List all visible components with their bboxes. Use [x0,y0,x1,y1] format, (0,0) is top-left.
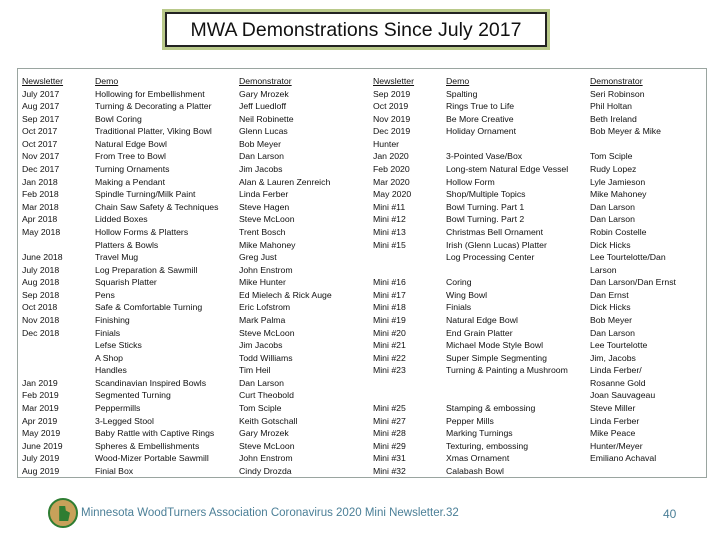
table-cell: Oct 2019 [373,101,409,112]
table-cell: Oct 2018 [22,302,58,313]
table-cell: Hunter/Meyer [590,440,643,451]
page-title: MWA Demonstrations Since July 2017 [190,19,522,41]
table-cell: Robin Costelle [590,226,647,237]
table-cell [22,364,63,377]
table-cell: Hollow Form [446,176,495,187]
table-cell: Bowl Turning. Part 2 [446,214,525,225]
table-cell: Finishing [95,314,130,325]
table-cell: Finials [446,302,472,313]
table-cell: Gary Mrozek [239,428,289,439]
table-cell: Mini #17 [373,289,406,300]
table-cell: Mini #11 [373,201,406,212]
table-cell: Handles [95,365,127,376]
table-cell: Hollow Forms & Platters [95,226,189,237]
table-cell: Bob Meyer [590,314,633,325]
table-cell: Mini #27 [373,415,406,426]
table-cell: Larson [590,264,617,275]
table-cell: Todd Williams [239,352,293,363]
left-demo-column [95,75,218,478]
table-cell: Pens [95,289,115,300]
table-cell: Travel Mug [95,252,139,263]
table-cell: Lee Tourtelotte [590,340,648,351]
footer [48,498,688,530]
footer-text: Minnesota WoodTurners Association Coronavirus 2020 Mini Newsletter.32 [81,507,459,519]
table-cell: Nov 2019 [373,113,411,124]
table-cell: Lee Tourtelotte/Dan [590,252,666,263]
table-cell: Wing Bowl [446,289,488,300]
table-cell: Dan Ernst [590,289,629,300]
table-cell: Hollowing for Embellishment [95,88,205,99]
table-cell [446,389,568,402]
table-cell: Coring [446,277,472,288]
table-cell [446,377,568,390]
table-cell: June 2018 [22,252,63,263]
page-number: 40 [663,507,677,521]
table-cell: Dec 2019 [373,126,411,137]
table-cell: Mini #12 [373,214,406,225]
table-cell: Aug 2019 [22,465,60,476]
table-cell: Mike Mahoney [239,239,296,250]
table-cell: Cindy Drozda [239,465,292,476]
table-cell: Jim Jacobs [239,164,283,175]
table-cell: Bob Meyer [239,138,282,149]
table-cell: Finial Box [95,465,134,476]
table-cell: Mar 2019 [22,403,59,414]
table-cell: Mini #31 [373,453,406,464]
table-cell: Michael Mode Style Bowl [446,340,544,351]
table-cell: Log Processing Center [446,252,535,263]
table-cell: May 2018 [22,226,61,237]
column-header: Newsletter [22,76,64,86]
table-cell: Gary Mrozek [239,88,289,99]
table-cell: Bowl Coring [95,113,142,124]
table-cell: July 2018 [22,264,60,275]
table-cell: Jim, Jacobs [590,352,636,363]
table-cell: Steve McLoon [239,214,295,225]
table-cell: Stamping & embossing [446,403,536,414]
table-cell: Linda Ferber [239,189,289,200]
table-cell: Natural Edge Bowl [446,314,518,325]
table-cell: John Enstrom [239,264,293,275]
table-cell: Jan 2020 [373,151,409,162]
table-cell: Lyle Jamieson [590,176,646,187]
table-cell: Mike Mahoney [590,189,647,200]
table-cell: Squarish Platter [95,277,157,288]
table-cell: Dan Larson [590,327,635,338]
table-cell: Xmas Ornament [446,453,510,464]
table-cell: Phil Holtan [590,101,633,112]
table-cell: Jan 2018 [22,176,58,187]
column-header: Demo [446,76,470,86]
minnesota-shape-icon [58,506,70,521]
table-cell: Oct 2017 [22,138,58,149]
table-cell: Turning & Painting a Mushroom [446,365,568,376]
table-cell: Linda Ferber [590,415,640,426]
table-cell: 3-Pointed Vase/Box [446,151,523,162]
table-cell: Jeff Luedloff [239,101,287,112]
table-cell [22,352,63,365]
table-cell: Mini #20 [373,327,406,338]
table-cell: Dan Larson/Dan Ernst [590,277,676,288]
table-cell: Rosanne Gold [590,377,646,388]
table-cell [446,138,568,151]
table-cell: Apr 2018 [22,214,58,225]
table-cell: Aug 2017 [22,101,60,112]
table-cell: July 2017 [22,88,60,99]
table-cell: Apr 2019 [22,415,58,426]
right-demonstrator-column [590,75,676,465]
table-cell: Seri Robinson [590,88,645,99]
table-cell: Sep 2019 [373,88,411,99]
table-cell: Mini #28 [373,428,406,439]
table-cell: Tom Sciple [590,151,633,162]
table-cell: Linda Ferber/ [590,365,642,376]
table-cell: Emiliano Achaval [590,453,657,464]
table-cell: Dan Larson [239,377,284,388]
table-cell: Be More Creative [446,113,514,124]
table-cell: Christmas Bell Ornament [446,226,544,237]
table-cell: Mark Palma [239,314,286,325]
table-cell [22,239,63,252]
table-cell: Dick Hicks [590,239,631,250]
table-cell: Long-stem Natural Edge Vessel [446,164,569,175]
table-cell: Baby Rattle with Captive Rings [95,428,215,439]
table-cell: Wood-Mizer Portable Sawmill [95,453,209,464]
table-cell: Scandinavian Inspired Bowls [95,377,207,388]
table-cell: Feb 2020 [373,164,410,175]
table-cell: 3-Legged Stool [95,415,154,426]
table-cell: Pepper Mills [446,415,494,426]
table-cell [446,264,568,277]
table-cell: From Tree to Bowl [95,151,166,162]
table-cell: Chain Saw Safety & Techniques [95,201,219,212]
right-newsletter-column [373,75,414,478]
table-cell: Beth Ireland [590,113,637,124]
table-cell: Mar 2018 [22,201,59,212]
table-cell [373,389,414,402]
table-cell: Turning & Decorating a Platter [95,101,212,112]
left-newsletter-column [22,75,63,478]
table-cell: Mini #13 [373,226,406,237]
right-demo-column [446,75,568,478]
table-cell: Greg Just [239,252,277,263]
table-cell: Spalting [446,88,478,99]
table-cell: Hunter [373,138,400,149]
table-cell: Mini #22 [373,352,406,363]
table-cell: May 2019 [22,428,61,439]
table-cell: Irish (Glenn Lucas) Platter [446,239,547,250]
table-cell: Dan Larson [590,201,635,212]
table-cell: Oct 2017 [22,126,58,137]
table-cell: Turning Ornaments [95,164,170,175]
table-cell: Lidded Boxes [95,214,148,225]
column-header: Demo [95,76,119,86]
table-cell: A Shop [95,352,124,363]
table-cell: Peppermills [95,403,141,414]
column-header: Demonstrator [590,76,643,86]
table-cell [373,377,414,390]
table-cell: Trent Bosch [239,226,286,237]
table-cell: Joan Sauvageau [590,390,656,401]
table-cell: Keith Gotschall [239,415,298,426]
table-cell: Mini #15 [373,239,406,250]
table-cell: Mini #18 [373,302,406,313]
table-cell: Marking Turnings [446,428,513,439]
table-cell: Mini #21 [373,340,406,351]
table-cell: Dan Larson [239,151,284,162]
table-cell: Calabash Bowl [446,465,504,476]
table-cell: Steve McLoon [239,327,295,338]
table-cell: Steve Miller [590,403,636,414]
table-cell: Mini #25 [373,403,406,414]
table-cell: Super Simple Segmenting [446,352,547,363]
table-cell: Mar 2020 [373,176,410,187]
table-cell: Feb 2018 [22,189,59,200]
table-cell: John Enstrom [239,453,293,464]
table-cell: Holiday Ornament [446,126,517,137]
table-cell: Segmented Turning [95,390,171,401]
table-cell: Mike Hunter [239,277,286,288]
table-cell: Mini #19 [373,314,406,325]
table-cell: Mini #32 [373,465,406,476]
table-cell: Alan & Lauren Zenreich [239,176,331,187]
table-cell: Safe & Comfortable Turning [95,302,203,313]
table-cell: Glenn Lucas [239,126,288,137]
table-cell [590,138,676,151]
table-cell: Spindle Turning/Milk Paint [95,189,196,200]
table-cell [373,251,414,264]
table-cell: Jim Jacobs [239,340,283,351]
table-cell: Log Preparation & Sawmill [95,264,198,275]
table-cell: Bob Meyer & Mike [590,126,661,137]
table-cell: Aug 2018 [22,277,60,288]
table-cell: Lefse Sticks [95,340,142,351]
table-cell: Dec 2017 [22,164,60,175]
table-cell: Dan Larson [590,214,635,225]
table-cell: Rings True to Life [446,101,515,112]
table-cell: Mini #23 [373,365,406,376]
table-cell [373,264,414,277]
table-cell: Texturing, embossing [446,440,529,451]
table-cell: Spheres & Embellishments [95,440,200,451]
table-cell: Rudy Lopez [590,164,637,175]
table-cell: Tim Heil [239,365,271,376]
table-cell: Steve Hagen [239,201,290,212]
table-cell [22,339,63,352]
table-cell: Ed Mielech & Rick Auge [239,289,332,300]
table-cell: Mini #16 [373,277,406,288]
table-cell: Nov 2017 [22,151,60,162]
table-cell: Jan 2019 [22,377,58,388]
table-cell: Feb 2019 [22,390,59,401]
table-cell: Finials [95,327,121,338]
left-demonstrator-column [239,75,332,478]
table-cell: End Grain Platter [446,327,513,338]
table-cell: Dick Hicks [590,302,631,313]
table-cell: Nov 2018 [22,314,60,325]
column-header: Newsletter [373,76,415,86]
mwa-logo-icon [48,498,78,528]
table-cell: Traditional Platter, Viking Bowl [95,126,212,137]
table-cell: Tom Sciple [239,403,282,414]
table-cell: Neil Robinette [239,113,294,124]
table-cell: Sep 2018 [22,289,60,300]
table-cell: Shop/Multiple Topics [446,189,526,200]
table-cell: Mini #29 [373,440,406,451]
table-cell: Dec 2018 [22,327,60,338]
table-cell: Eric Lofstrom [239,302,291,313]
table-cell: June 2019 [22,440,63,451]
table-cell: Platters & Bowls [95,239,159,250]
table-cell: Sep 2017 [22,113,60,124]
table-cell: May 2020 [373,189,412,200]
table-cell: Mike Peace [590,428,636,439]
table-cell: Natural Edge Bowl [95,138,167,149]
column-header: Demonstrator [239,76,292,86]
table-cell: Curt Theobold [239,390,294,401]
title-box [165,12,547,47]
table-cell: July 2019 [22,453,60,464]
table-cell: Steve McLoon [239,440,295,451]
table-cell: Making a Pendant [95,176,166,187]
table-cell: Bowl Turning. Part 1 [446,201,525,212]
